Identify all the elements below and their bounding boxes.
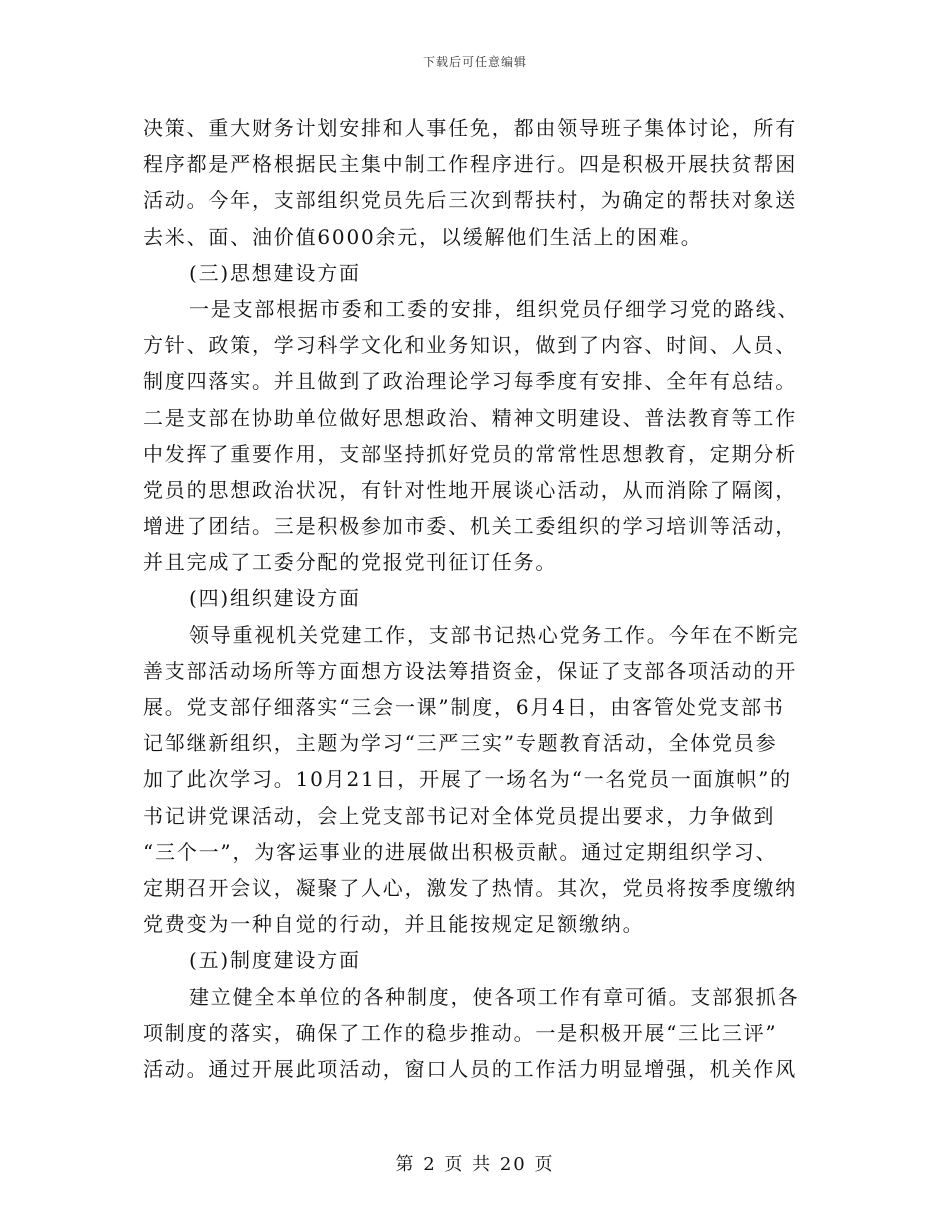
text-line: 党费变为一种自觉的行动，并且能按规定足额缴纳。 xyxy=(143,912,645,937)
text-line: 党员的思想政治状况，有针对性地开展谈心活动，从而消除了隔阂， xyxy=(143,477,797,502)
page-footer: 第 2 页 共 20 页 xyxy=(395,1154,555,1175)
text-line: 记邹继新组织，主题为学习“三严三实”专题教育活动，全体党员参 xyxy=(143,731,778,756)
text-line: 项制度的落实，确保了工作的稳步推动。一是积极开展“三比三评” xyxy=(143,1020,778,1045)
text-line: 去米、面、油价值6000余元，以缓解他们生活上的困难。 xyxy=(143,224,703,249)
text-line: 中发挥了重要作用，支部坚持抓好党员的常常性思想教育，定期分析 xyxy=(143,441,797,466)
section-heading: (三)思想建设方面 xyxy=(189,260,361,285)
text-line: 增进了团结。三是积极参加市委、机关工委组织的学习培训等活动， xyxy=(143,514,797,539)
text-line: 并且完成了工委分配的党报党刊征订任务。 xyxy=(143,550,558,575)
section-heading: (四)组织建设方面 xyxy=(189,586,361,611)
text-line: 建立健全本单位的各种制度，使各项工作有章可循。支部狠抓各 xyxy=(189,984,800,1009)
text-line: 方针、政策，学习科学文化和业务知识，做到了内容、时间、人员、 xyxy=(143,333,797,358)
text-line: “三个一”，为客运事业的进展做出积极贡献。通过定期组织学习、 xyxy=(143,839,778,864)
text-line: 善支部活动场所等方面想方设法筹措资金，保证了支部各项活动的开 xyxy=(143,658,797,683)
text-line: 加了此次学习。10月21日，开展了一场名为“一名党员一面旗帜”的 xyxy=(143,767,792,792)
text-line: 制度四落实。并且做到了政治理论学习每季度有安排、全年有总结。 xyxy=(143,369,797,394)
text-line: 决策、重大财务计划安排和人事任免，都由领导班子集体讨论，所有 xyxy=(143,116,797,140)
text-line: 程序都是严格根据民主集中制工作程序进行。四是积极开展扶贫帮困 xyxy=(143,152,797,177)
text-line: 二是支部在协助单位做好思想政治、精神文明建设、普法教育等工作 xyxy=(143,405,797,430)
text-line: 一是支部根据市委和工委的安排，组织党员仔细学习党的路线、 xyxy=(189,296,800,321)
document-body xyxy=(143,110,813,1087)
text-line: 展。党支部仔细落实“三会一课”制度，6月4日，由客管处党支部书 xyxy=(143,695,785,719)
section-heading: (五)制度建设方面 xyxy=(189,948,361,973)
text-line: 定期召开会议，凝聚了人心，激发了热情。其次，党员将按季度缴纳 xyxy=(143,875,797,900)
text-line: 书记讲党课活动，会上党支部书记对全体党员提出要求，力争做到 xyxy=(143,803,776,828)
text-line: 活动。今年，支部组织党员先后三次到帮扶村，为确定的帮扶对象送 xyxy=(143,188,797,213)
page-header: 下载后可任意编辑 xyxy=(422,55,527,69)
text-line: 领导重视机关党建工作，支部书记热心党务工作。今年在不断完 xyxy=(189,622,800,647)
text-line: 活动。通过开展此项活动，窗口人员的工作活力明显增强，机关作风 xyxy=(143,1056,797,1081)
